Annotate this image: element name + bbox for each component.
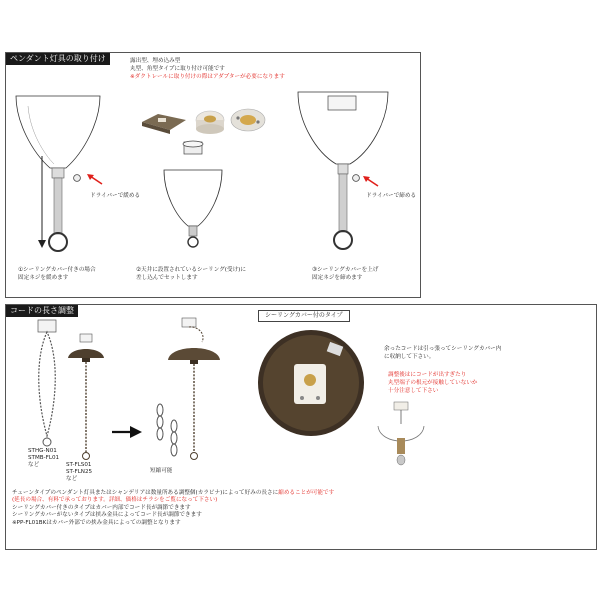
chain-lamp-c-illustration [162,316,232,466]
note-line-2: 丸型、角型タイプに取り付け可能です [130,66,225,72]
shorten-label: 短縮可能 [150,468,173,474]
model-b-1: ST-FLS01 [66,462,92,468]
right-red-3: 十分注意して下さい [388,388,439,394]
step3-caption-2: 固定ネジを締めます [312,275,363,281]
adapter-round-image [196,111,224,134]
step2-lamp-illustration [160,140,270,260]
model-a-2: STMB-FL01 [28,455,60,461]
note-row-1: チェーンタイプのペンダント灯具またはシャンデリアは数量所ある調整個(カラビナ)によって好みの長さに縮めることが可能です [12,490,335,496]
adapter-flat-image [142,114,186,134]
adapter-photos [140,100,270,140]
install-header: ペンダント灯具の取り付け [6,53,110,65]
note-row-4: シーリングカバーがないタイプは挟み金具によってコード長が調節できます [12,512,202,519]
canopy-interior-illustration [256,328,366,438]
right-arrow-icon [112,426,142,438]
step3-arrow [362,176,382,190]
cord-header: コードの長さ調整 [6,305,78,317]
note-line-3: ※ダクトレールに取り付けの際はアダプターが必要になります [130,74,285,80]
step3-hint: ドライバーで締める [366,193,417,199]
step1-arrow [86,174,106,188]
step1-caption-2: 固定ネジを緩めます [18,275,69,281]
step1-caption-1: ①シーリングカバー付きの場合 [18,267,96,273]
adjustment-notes [12,490,334,527]
right-black-2: に収納して下さい。 [384,354,435,360]
step3-lamp-illustration [296,90,406,270]
note-row-5: ※PP-FL01BKはカバー外部での挟み金具によっての調整となります [12,519,181,526]
adapter-disc-image [231,109,265,131]
model-a-1: STHG-N01 [28,448,57,454]
note-line-1: 露出型、埋め込み型 [130,58,181,64]
step2-caption-1: ②天井に設置されているシーリング(受け)に [136,267,246,273]
right-red-1: 調整後はにコードが出すぎたり [388,372,467,378]
model-a-3: など [28,462,40,468]
note-row-2: (延長の場合、有料で承っております。詳細、価格はチラシをご覧になって下さい) [12,497,218,504]
model-b-3: など [66,476,78,482]
step3-caption-1: ③シーリングカバーを上げ [312,267,379,273]
chain-lamp-b-illustration [62,334,112,464]
model-b-2: ST-FLN25 [66,469,93,475]
note-row-3: シーリングカバー付きのタイプはカバー内部でコード長が調節できます [12,504,191,511]
right-red-2: 丸型端子の根元が接触していないか [388,380,478,386]
right-black-1: 余ったコードは引っ張ってシーリングカバー内 [384,346,502,352]
step2-caption-2: 差し込んでセットします [136,275,198,281]
step1-lamp-illustration [14,92,124,272]
step1-hint: ドライバーで緩める [90,193,141,199]
glass-shade-lamp-illustration [372,402,432,482]
ceiling-cover-type-label: シーリングカバー付のタイプ [258,310,350,322]
